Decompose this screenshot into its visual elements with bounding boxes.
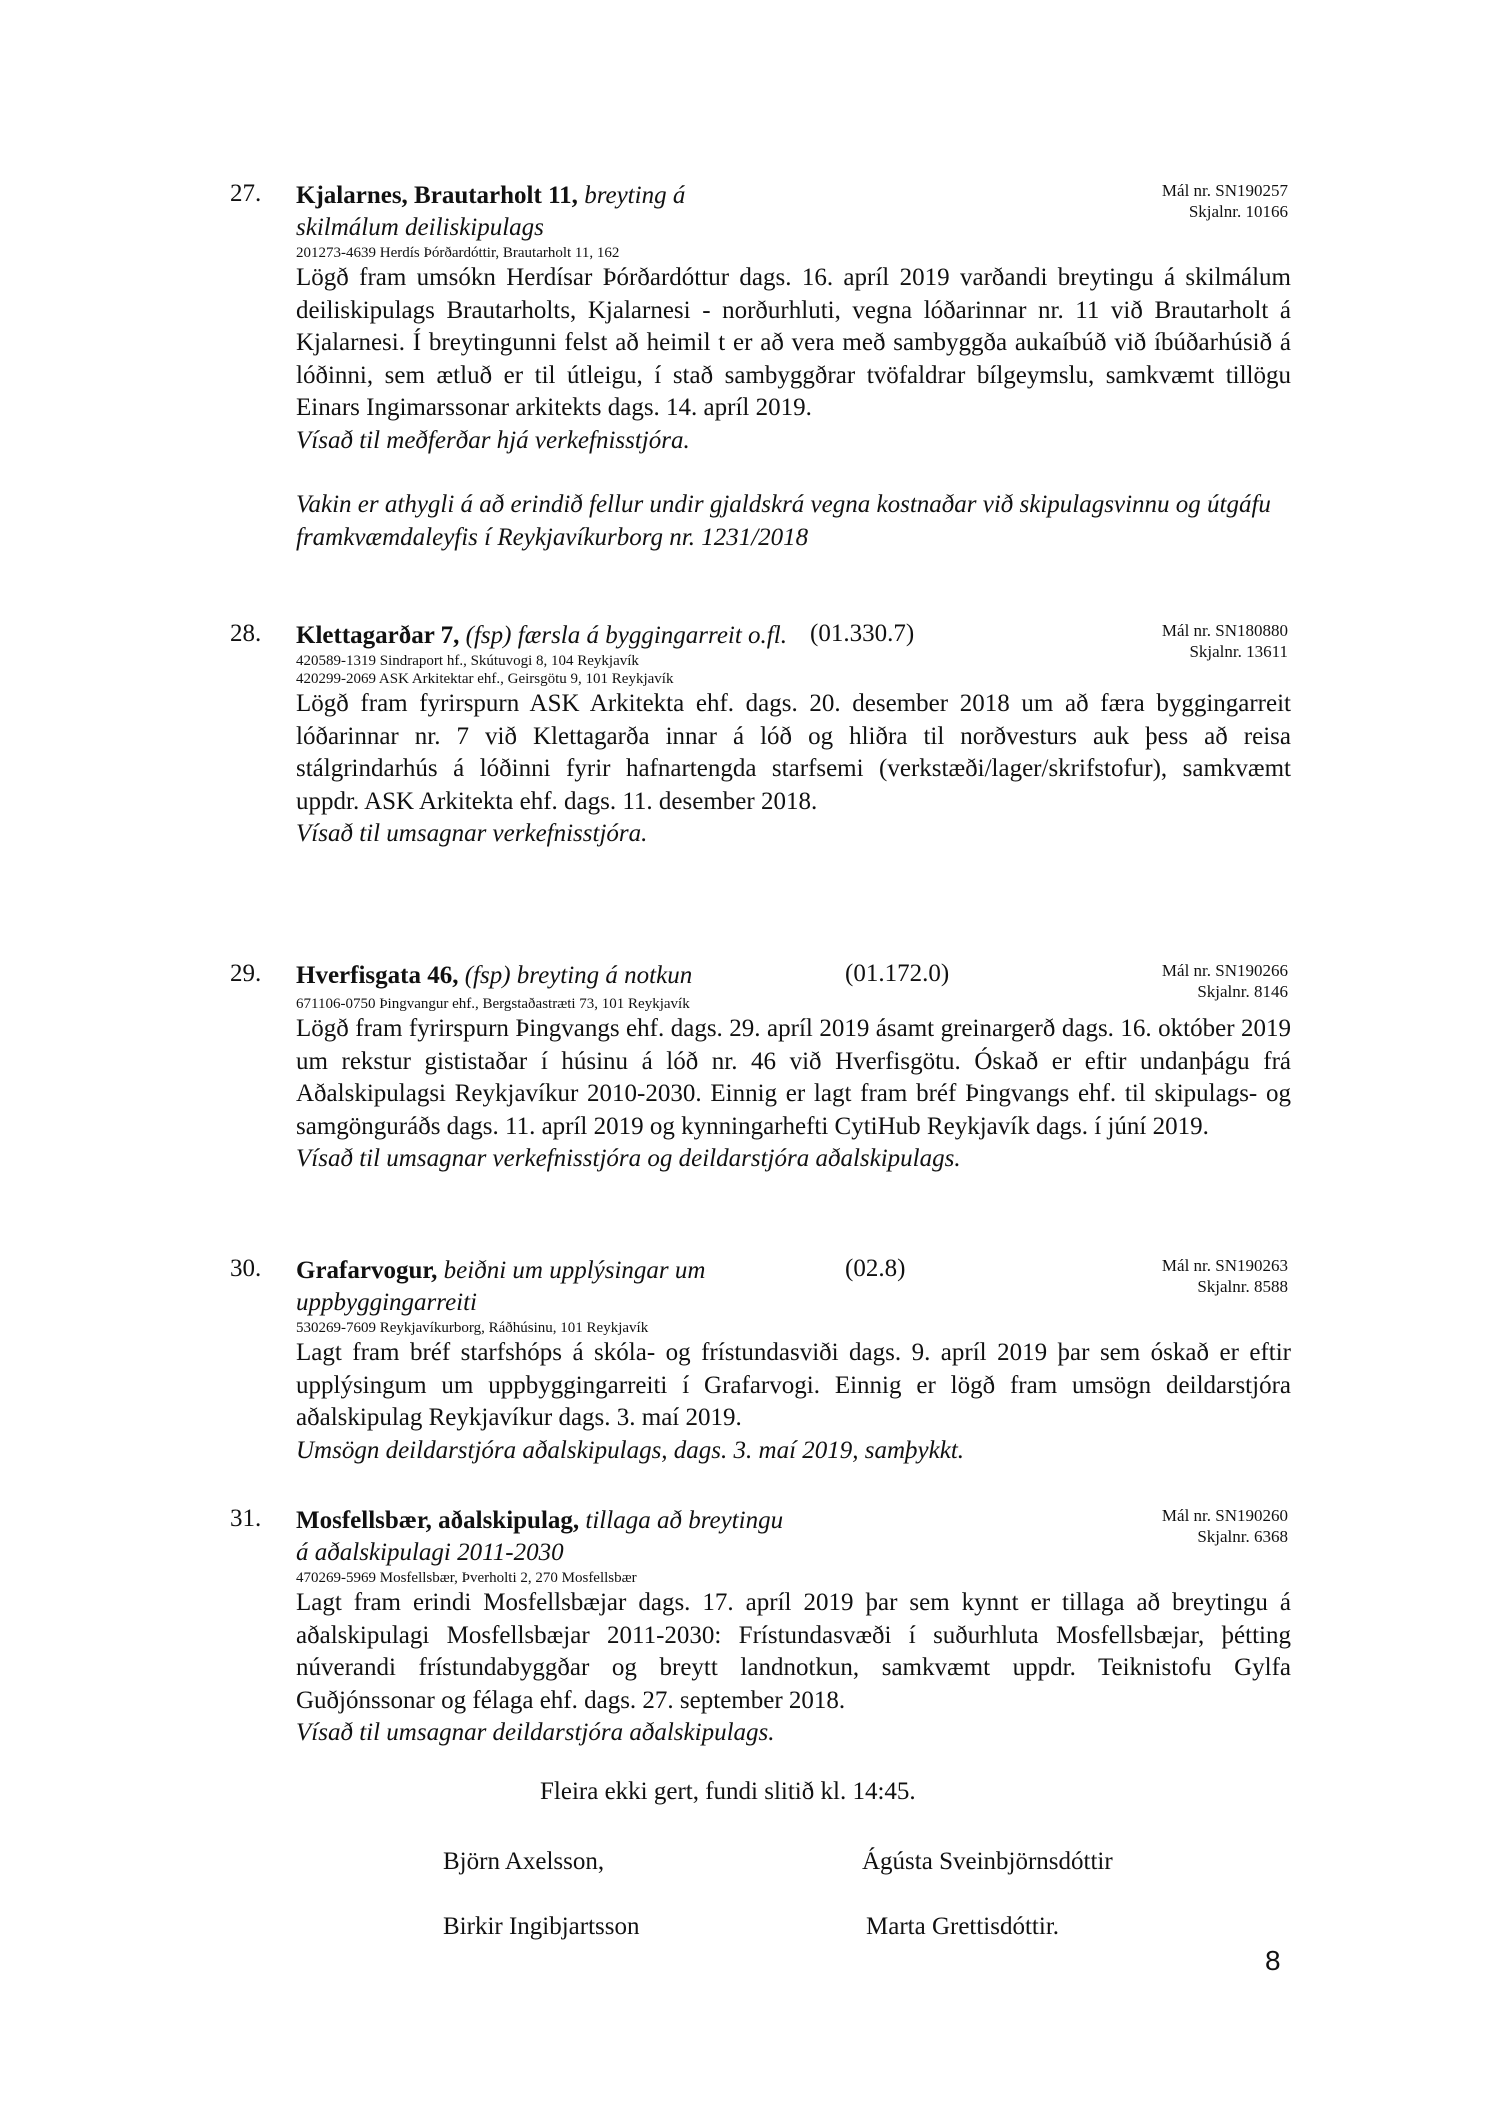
item-conclusion: Vísað til umsagnar deildarstjóra aðalskipulags. — [296, 1719, 775, 1746]
title-bold: Hverfisgata 46, — [296, 962, 459, 989]
item-title — [296, 180, 736, 244]
skjal-nr: Skjalnr. 6368 — [1197, 1527, 1288, 1546]
item-number: 27. — [230, 180, 262, 207]
owner-line: 420299-2069 ASK Arkitektar ehf., Geirsgötu 9, 101 Reykjavík — [296, 671, 674, 687]
skjal-nr: Skjalnr. 10166 — [1188, 202, 1288, 221]
item-body: Lögð fram umsókn Herdísar Þórðardóttur dags. 16. apríl 2019 varðandi breytingu á skilmálum deiliskipulags Brautarholts, Kjalarnesi - norðurhluti, vegna lóðarinnar nr. 11 við Brautarholt á Kjalarnesi. Í breytingunni felst að heimil t er að vera með sambyggða aukaíbúð við íbúðarhúsið á lóðinni, sem ætluð er til útleigu, í stað sambyggðrar tvöfaldrar bílgeymslu, samkvæmt tillögu Einars Ingimarssonar arkitekts dags. 14. apríl 2019. — [296, 264, 1291, 421]
item-title — [296, 1255, 796, 1319]
skjal-nr: Skjalnr. 8588 — [1197, 1277, 1288, 1296]
item-code: (02.8) — [845, 1255, 906, 1282]
owner-line: 420589-1319 Sindraport hf., Skútuvogi 8, 104 Reykjavík — [296, 653, 639, 669]
mal-nr: Mál nr. SN190257 — [1161, 181, 1288, 200]
item-body: Lögð fram fyrirspurn Þingvangs ehf. dags. 29. apríl 2019 ásamt greinargerð dags. 16. október 2019 um rekstur gististaðar í húsinu á lóð nr. 46 við Hverfisgötu. Óskað er eftir undanþágu frá Aðalskipulagsi Reykjavíkur 2010-2030. Einnig er lagt fram bréf Þingvangs ehf. til skipulags- og samgönguráðs dags. 11. apríl 2019 og kynningarhefti CytiHub Reykjavík dags. í júní 2019. — [296, 1015, 1291, 1140]
skjal-nr: Skjalnr. 13611 — [1189, 642, 1288, 661]
title-bold: Grafarvogur, — [296, 1257, 438, 1284]
title-italic: breyting á skilmálum deiliskipulags — [296, 182, 686, 241]
title-italic: tillaga að breytingu á aðalskipulagi 2011-2030 — [296, 1507, 784, 1566]
item-conclusion: Vísað til meðferðar hjá verkefnisstjóra. — [296, 426, 690, 454]
item-number: 30. — [230, 1255, 262, 1282]
skjal-nr: Skjalnr. 8146 — [1197, 982, 1288, 1001]
owner-line: 201273-4639 Herdís Þórðardóttir, Brautarholt 11, 162 — [296, 245, 620, 261]
item-body: Lögð fram fyrirspurn ASK Arkitekta ehf. dags. 20. desember 2018 um að færa byggingarreit lóðarinnar nr. 7 við Klettagarða innar á lóð og hliðra til norðvesturs auk þess að reisa stálgrindarhús á lóðinni fyrir hafnartengda starfsemi (verkstæði/lager/skrifstofur), samkvæmt uppdr. ASK Arkitekta ehf. dags. 11. desember 2018. — [296, 690, 1291, 815]
signature: Marta Grettisdóttir. — [866, 1913, 1060, 1940]
item-code: (01.172.0) — [845, 960, 950, 987]
owner-line: 530269-7609 Reykjavíkurborg, Ráðhúsinu, 101 Reykjavík — [296, 1320, 649, 1336]
item-note: Vakin er athygli á að erindið fellur undir gjaldskrá vegna kostnaðar við skipulagsvinnu og útgáfu framkvæmdaleyfis í Reykjavíkurborg nr. 1231/2018 — [296, 491, 1271, 551]
item-body: Lagt fram bréf starfshóps á skóla- og frístundasviði dags. 9. apríl 2019 þar sem óskað er eftir upplýsingum um uppbyggingarreiti í Grafarvogi. Einnig er lögð fram umsögn deildarstjóra aðalskipulag Reykjavíkur dags. 3. maí 2019. — [296, 1339, 1291, 1431]
item-title — [296, 960, 816, 992]
signature: Birkir Ingibjartsson — [443, 1913, 640, 1940]
signature: Ágústa Sveinbjörnsdóttir — [862, 1848, 1113, 1875]
item-number: 29. — [230, 960, 262, 987]
mal-nr: Mál nr. SN180880 — [1161, 621, 1288, 640]
mal-nr: Mál nr. SN190266 — [1161, 961, 1288, 980]
item-conclusion: Umsögn deildarstjóra aðalskipulags, dags. 3. maí 2019, samþykkt. — [296, 1436, 965, 1464]
item-body: Lagt fram erindi Mosfellsbæjar dags. 17. apríl 2019 þar sem kynnt er tillaga að breytingu á aðalskipulagi Mosfellsbæjar 2011-2030: Frístundasvæði í suðurhluta Mosfellsbæjar, þétting núverandi frístundabyggðar og breytt landnotkun, samkvæmt uppdr. Teiknistofu Gylfa Guðjónssonar og félaga ehf. dags. 27. september 2018. — [296, 1589, 1291, 1714]
mal-nr: Mál nr. SN190263 — [1161, 1256, 1288, 1275]
item-code: (01.330.7) — [810, 620, 915, 647]
item-title — [296, 620, 806, 652]
item-conclusion: Vísað til umsagnar verkefnisstjóra. — [296, 820, 648, 847]
title-italic: beiðni um upplýsingar um uppbyggingarreiti — [296, 1257, 706, 1316]
page-number: 8 — [1265, 1945, 1281, 1976]
mal-nr: Mál nr. SN190260 — [1161, 1506, 1288, 1525]
title-italic: (fsp) færsla á byggingarreit o.fl. — [465, 622, 787, 649]
title-italic: (fsp) breyting á notkun — [464, 962, 693, 989]
item-number: 31. — [230, 1505, 262, 1532]
owner-line: 671106-0750 Þingvangur ehf., Bergstaðastræti 73, 101 Reykjavík — [296, 996, 690, 1012]
closing-line: Fleira ekki gert, fundi slitið kl. 14:45. — [540, 1778, 916, 1805]
title-bold: Kjalarnes, Brautarholt 11, — [296, 182, 578, 209]
item-conclusion: Vísað til umsagnar verkefnisstjóra og deildarstjóra aðalskipulags. — [296, 1145, 961, 1172]
title-bold: Mosfellsbær, aðalskipulag, — [296, 1507, 580, 1534]
signature: Björn Axelsson, — [443, 1848, 605, 1875]
title-bold: Klettagarðar 7, — [296, 622, 460, 649]
item-number: 28. — [230, 620, 262, 647]
owner-line: 470269-5969 Mosfellsbær, Þverholti 2, 270 Mosfellsbær — [296, 1570, 637, 1586]
item-title — [296, 1505, 796, 1569]
